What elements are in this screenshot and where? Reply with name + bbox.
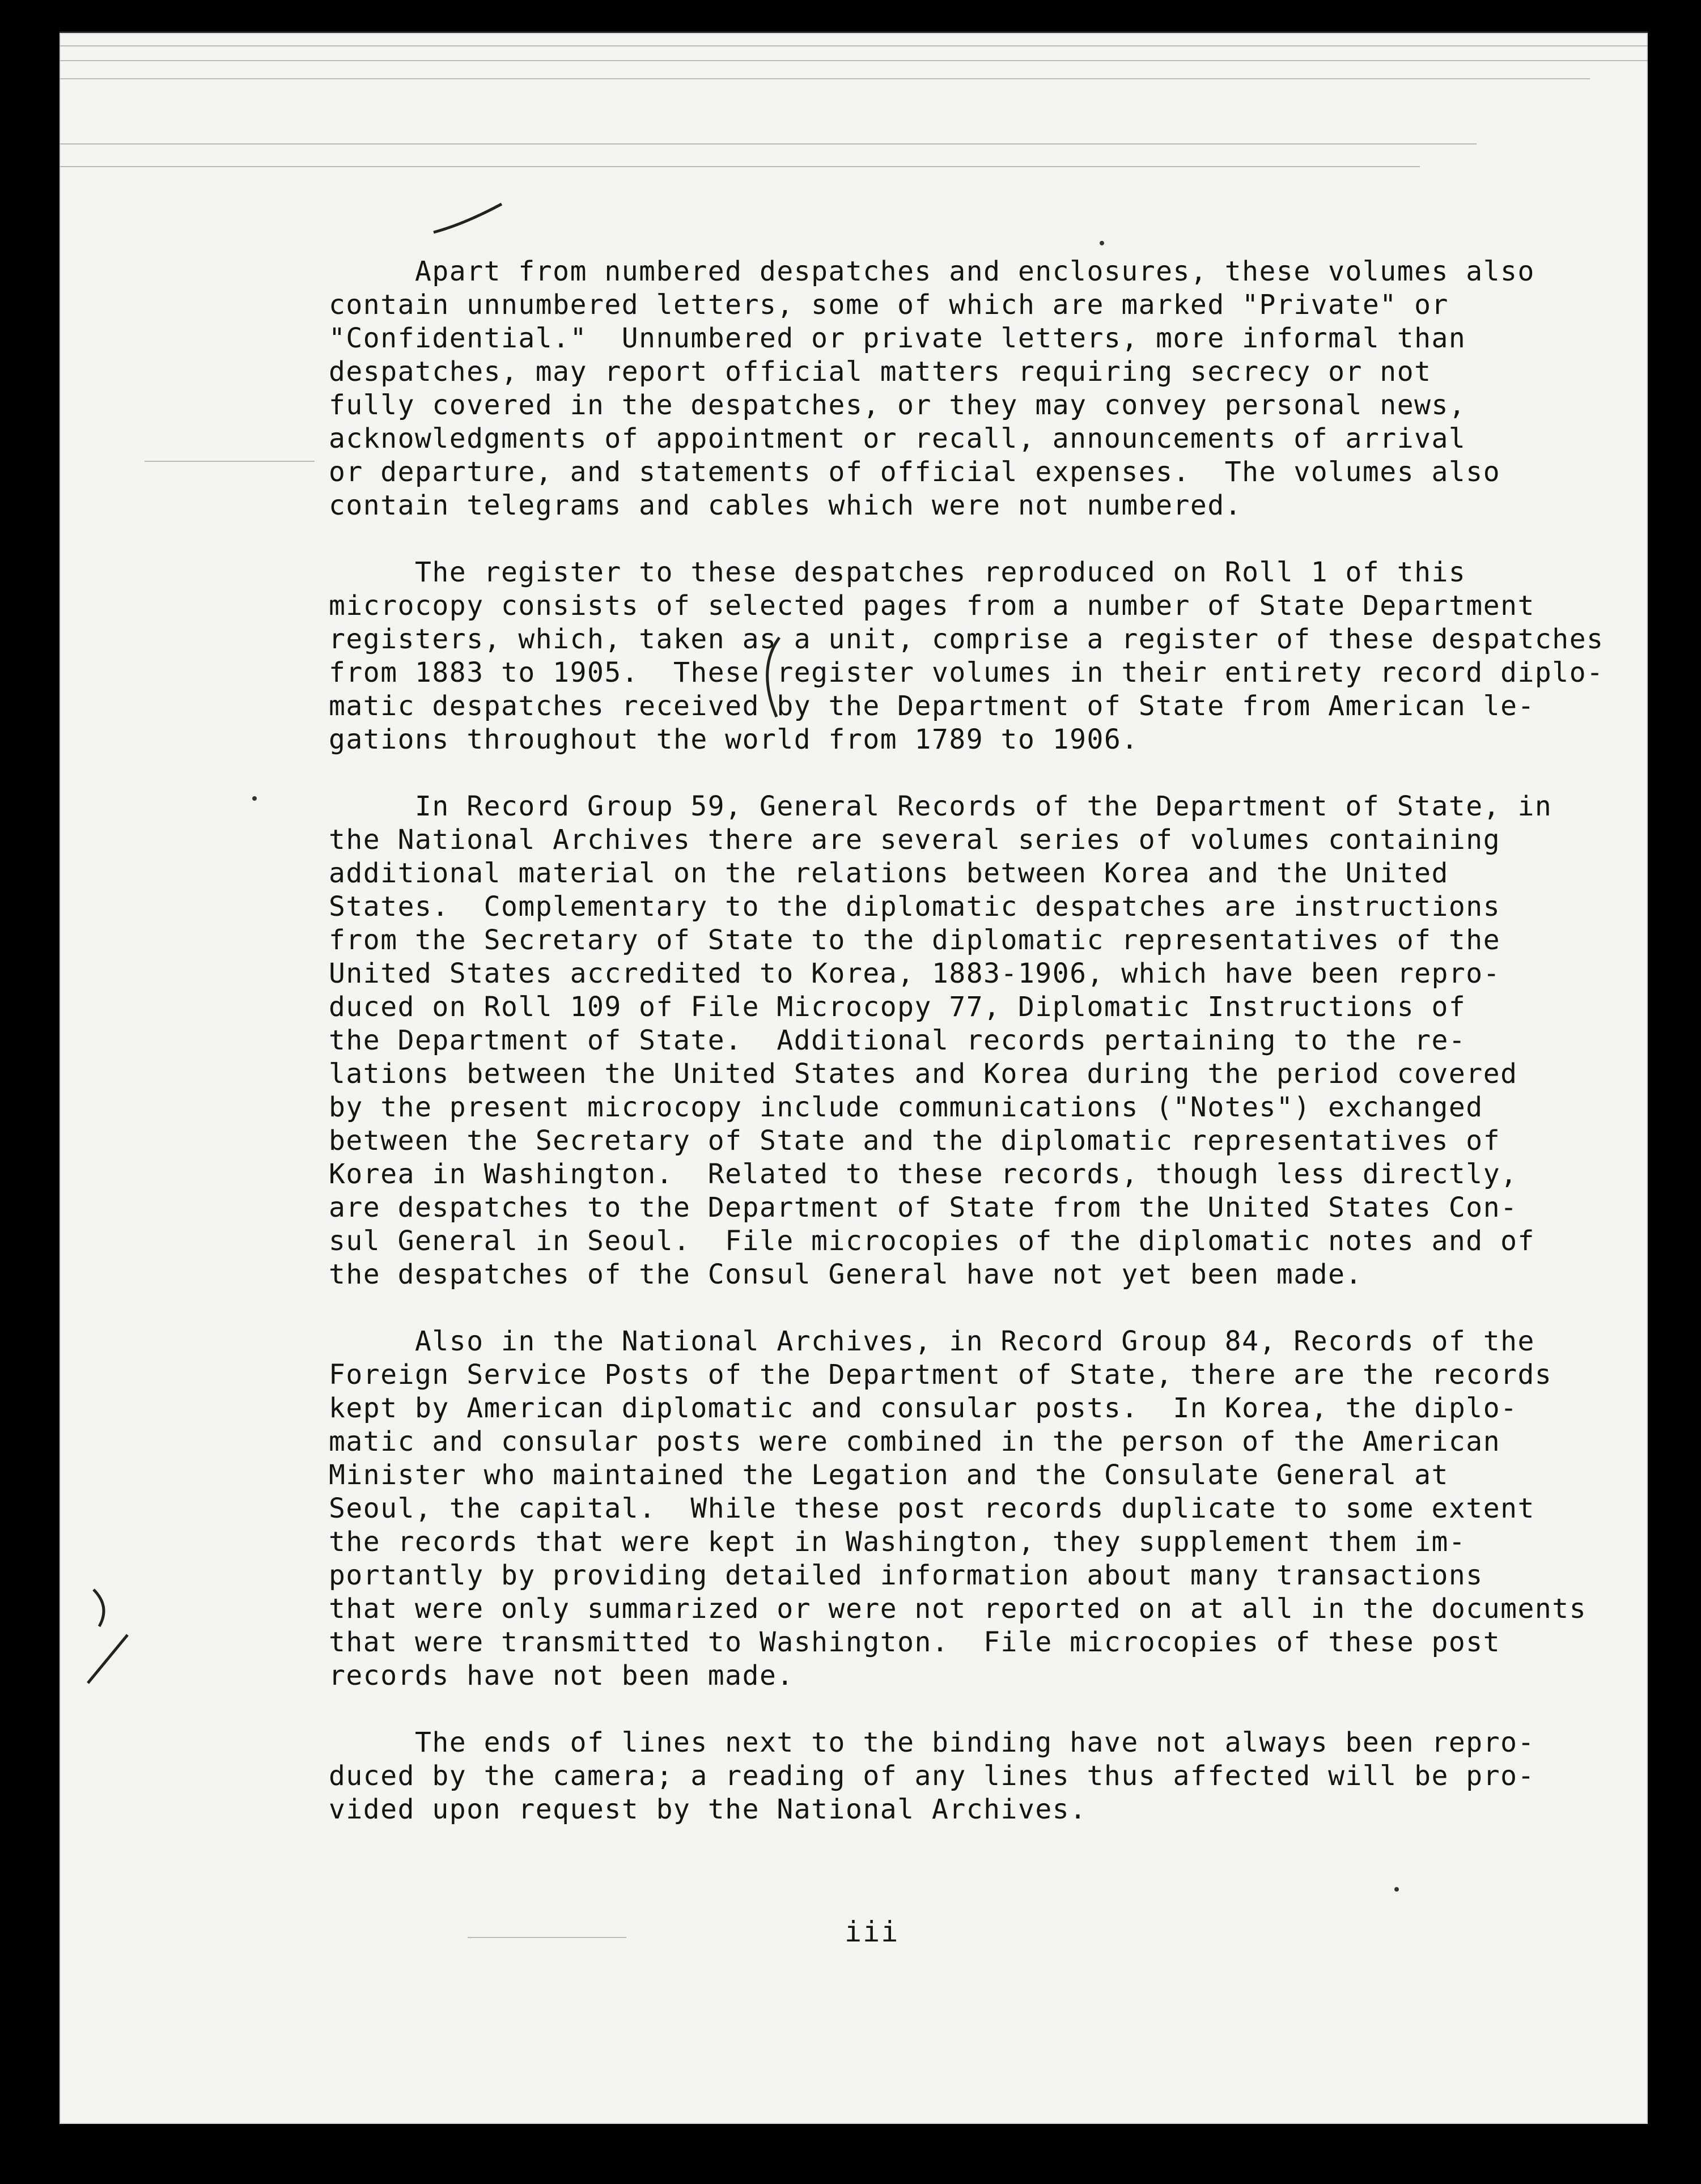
speck bbox=[1394, 1887, 1399, 1892]
paragraph: Apart from numbered despatches and enclosures, these volumes also contain unnumbered letters, some of which are marked "Private" or "Confidential." Unnumbered or private letters, more informal than despatches, may report official matters requiring secrecy or not fully covered in the despatches, or they may convey personal news, acknowledgments of appointment or recall, announcements of arrival or departure, and statements of official expenses. The volumes also contain telegrams and cables which were not numbered. bbox=[329, 256, 1535, 521]
document-body bbox=[329, 255, 1604, 1860]
scan-artifact-line bbox=[145, 461, 315, 462]
paragraph: The ends of lines next to the binding have not always been repro- duced by the camera; a reading of any lines thus affected will be pro- vided upon request by the National Archives. bbox=[329, 1727, 1535, 1825]
scan-artifact-line bbox=[60, 143, 1477, 145]
scan-artifact-line bbox=[60, 166, 1420, 167]
speck bbox=[252, 796, 257, 801]
scan-artifact-line bbox=[60, 45, 1648, 46]
bracket-mark-icon bbox=[79, 1581, 142, 1689]
paragraph: The register to these despatches reproduced on Roll 1 of this microcopy consists of selected pages from a number of State Department registers, which, taken as a unit, comprise a register of these despatches from 1883 to 1905. These register volumes in their entirety record diplo- matic despatches received by the Department of State from American le- gations throughout the world from 1789 to 1906. bbox=[329, 556, 1604, 755]
scan-artifact-line bbox=[60, 60, 1648, 61]
page-number: iii bbox=[845, 1915, 900, 1948]
scan-artifact-line bbox=[60, 78, 1590, 79]
scan-artifact-line bbox=[468, 1937, 626, 1938]
speck bbox=[1100, 241, 1104, 245]
paragraph: Also in the National Archives, in Record Group 84, Records of the Foreign Service Posts of the Department of State, there are the records kept by American diplomatic and consular posts. In Korea, the diplo- matic and consular posts were combined in the person of the American Minister who maintained the Legation and the Consulate General at Seoul, the capital. While these post records duplicate to some extent the records that were kept in Washington, they supplement them im- portantly by providing detailed information about many transactions that were only summarized or were not reported on at all in the documents that were transmitted to Washington. File microcopies of these post records have not been made. bbox=[329, 1325, 1587, 1692]
check-mark-icon bbox=[431, 198, 510, 238]
paragraph: In Record Group 59, General Records of the Department of State, in the National Archives there are several series of volumes containing additional material on the relations between Korea and the United States. Complementary to the diplomatic despatches are instructions from the Secretary of State to the diplomatic representatives of the United States accredited to Korea, 1883-1906, which have been repro- duced on Roll 109 of File Microcopy 77, Diplomatic Instructions of the Department of State. Additional records pertaining to the re- lations between the United States and Korea during the period covered by the present microcopy include communications ("Notes") exchanged between the Secretary of State and the diplomatic representatives of Korea in Washington. Related to these records, though less directly, are despatches to the Department of State from the United States Con- sul General in Seoul. File microcopies of the diplomatic notes and of the despatches of the Consul General have not yet been made. bbox=[329, 791, 1552, 1290]
